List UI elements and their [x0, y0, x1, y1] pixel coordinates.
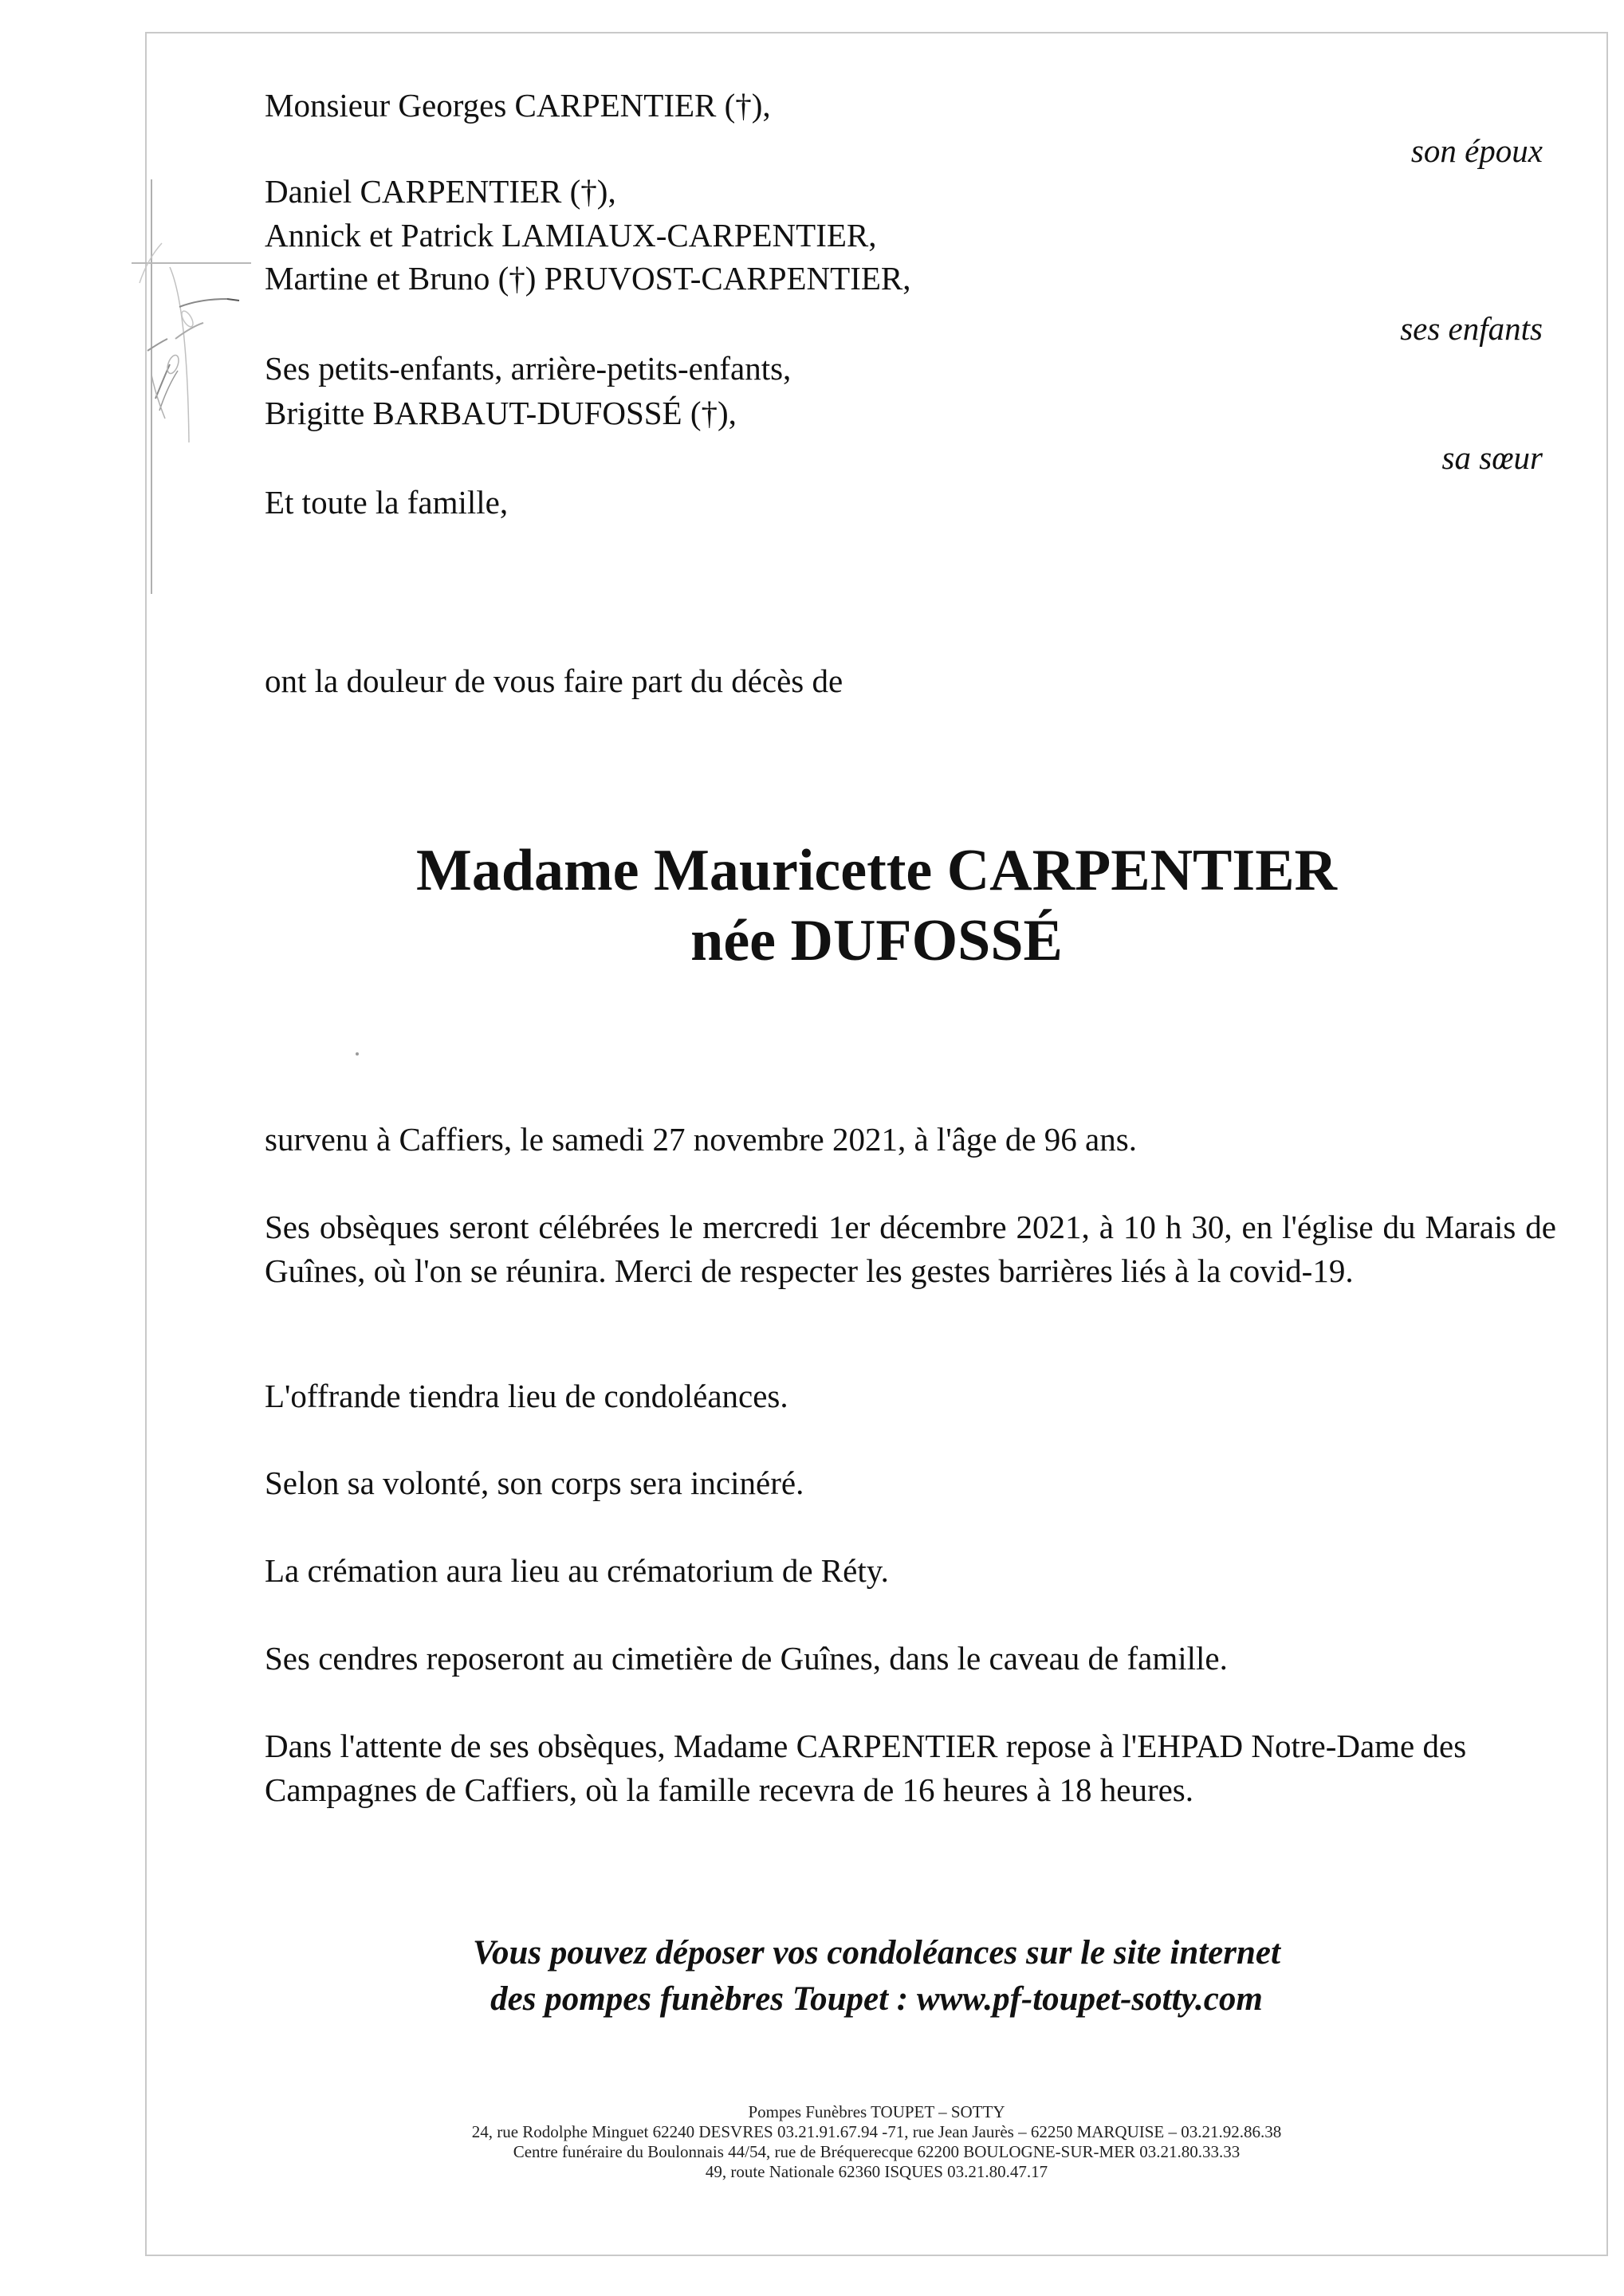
footer-company: Pompes Funèbres TOUPET – SOTTY	[748, 2102, 1005, 2121]
detail-cremation-wish: Selon sa volonté, son corps sera incinéré.	[265, 1464, 804, 1501]
deceased-maiden-name: née DUFOSSÉ	[690, 908, 1063, 973]
role-spouse: son époux	[1410, 132, 1543, 169]
detail-funeral: Ses obsèques seront célébrées le mercredi 1er décembre 2021, à 10 h 30, en l'église du Marais de Guînes, où l'on se réunira. Merci de respecter les gestes barrières liés à la covid-19.	[265, 1209, 1556, 1289]
family-grandchildren: Ses petits-enfants, arrière-petits-enfants,	[265, 350, 792, 387]
scan-speck	[356, 1052, 359, 1056]
role-children: ses enfants	[1400, 310, 1543, 347]
role-sister: sa sœur	[1441, 439, 1543, 476]
family-spouse: Monsieur Georges CARPENTIER (†),	[265, 87, 771, 124]
family-child-2: Annick et Patrick LAMIAUX-CARPENTIER,	[265, 217, 877, 254]
detail-visitation: Dans l'attente de ses obsèques, Madame CARPENTIER repose à l'EHPAD Notre-Dame des Campagnes de Caffiers, où la famille recevra de 16 heures à 18 heures.	[265, 1728, 1467, 1808]
family-sister: Brigitte BARBAUT-DUFOSSÉ (†),	[265, 395, 737, 431]
family-all: Et toute la famille,	[265, 484, 509, 521]
family-child-1: Daniel CARPENTIER (†),	[265, 173, 616, 210]
announcement: ont la douleur de vous faire part du décès de	[265, 662, 843, 699]
detail-death: survenu à Caffiers, le samedi 27 novembre 2021, à l'âge de 96 ans.	[265, 1121, 1137, 1158]
cross-ornament-icon	[132, 179, 259, 594]
detail-crematorium: La crémation aura lieu au crématorium de Réty.	[265, 1552, 889, 1589]
footer-address-2: Centre funéraire du Boulonnais 44/54, rue de Bréquerecque 62200 BOULOGNE-SUR-MER 03.21.80.33.33	[513, 2142, 1241, 2161]
detail-offering: L'offrande tiendra lieu de condoléances.	[265, 1378, 788, 1414]
condolences-line-1: Vous pouvez déposer vos condoléances sur le site internet	[473, 1934, 1280, 1972]
deceased-name: Madame Mauricette CARPENTIER	[416, 838, 1337, 903]
condolences-line-2: des pompes funèbres Toupet : www.pf-toupet-sotty.com	[490, 1980, 1263, 2018]
footer-address-3: 49, route Nationale 62360 ISQUES 03.21.80.47.17	[705, 2162, 1048, 2181]
detail-ashes: Ses cendres reposeront au cimetière de Guînes, dans le caveau de famille.	[265, 1640, 1228, 1677]
footer-address-1: 24, rue Rodolphe Minguet 62240 DESVRES 03.21.91.67.94 -71, rue Jean Jaurès – 62250 MARQUISE – 03.21.92.86.38	[471, 2122, 1282, 2141]
family-child-3: Martine et Bruno (†) PRUVOST-CARPENTIER,	[265, 260, 911, 297]
